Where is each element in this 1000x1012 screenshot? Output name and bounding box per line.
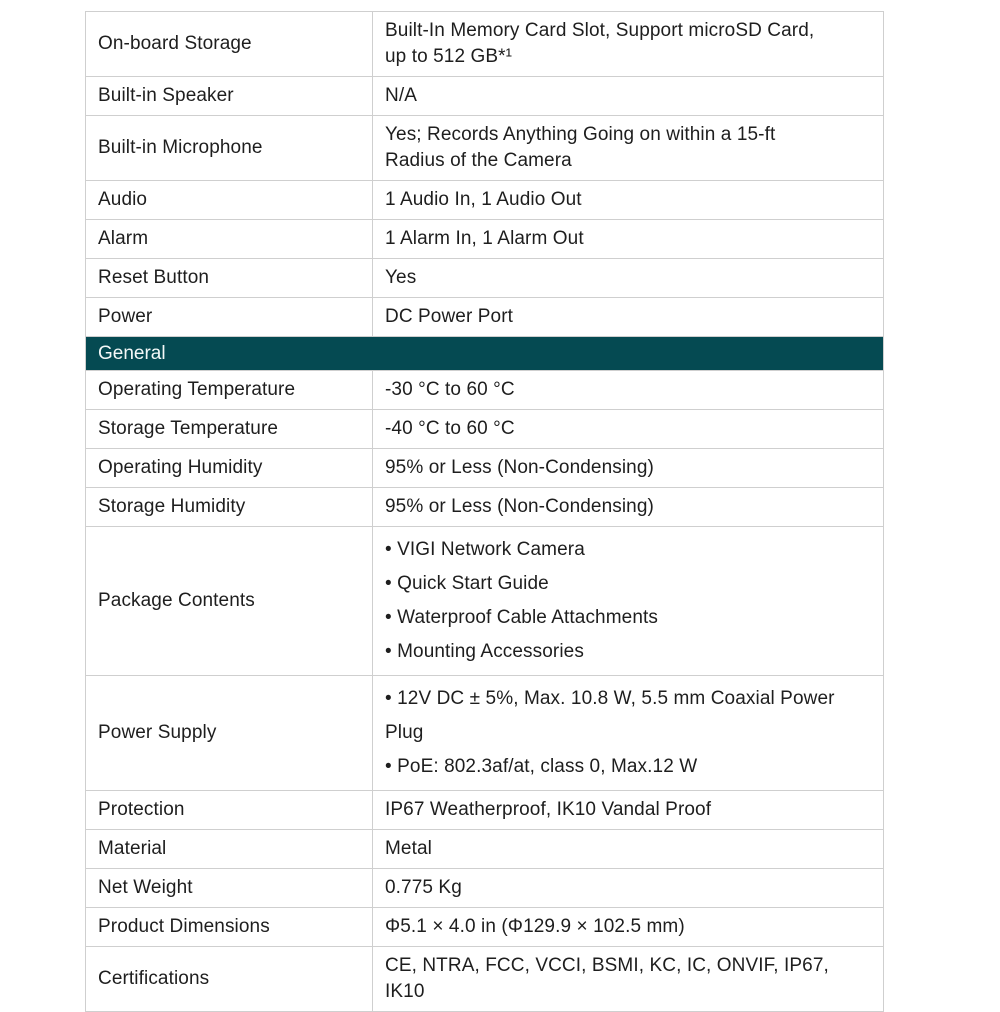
table-row	[86, 791, 883, 830]
table-row	[86, 12, 883, 77]
spec-value-line: 0.775 Kg	[385, 877, 462, 898]
spec-value-line: 95% or Less (Non-Condensing)	[385, 496, 654, 517]
spec-value	[373, 259, 883, 297]
spec-value-line: • PoE: 802.3af/at, class 0, Max.12 W	[385, 756, 698, 777]
table-row	[86, 298, 883, 337]
spec-value-line: • Waterproof Cable Attachments	[385, 607, 658, 628]
spec-label: Reset Button	[86, 259, 373, 297]
table-row	[86, 947, 883, 1012]
spec-label: Package Contents	[86, 527, 373, 675]
spec-value-line: -40 °C to 60 °C	[385, 418, 515, 439]
spec-label: Product Dimensions	[86, 908, 373, 946]
spec-value-line: Plug	[385, 722, 424, 743]
spec-label: Certifications	[86, 947, 373, 1011]
table-row	[86, 371, 883, 410]
spec-label: Storage Humidity	[86, 488, 373, 526]
table-row	[86, 869, 883, 908]
table-row	[86, 908, 883, 947]
spec-value	[373, 830, 883, 868]
spec-value	[373, 181, 883, 219]
spec-label: Audio	[86, 181, 373, 219]
spec-value	[373, 410, 883, 448]
table-row	[86, 77, 883, 116]
spec-label: Operating Temperature	[86, 371, 373, 409]
specification-table	[85, 11, 884, 1012]
spec-value-line: N/A	[385, 85, 417, 106]
spec-label: Alarm	[86, 220, 373, 258]
spec-label: Built-in Microphone	[86, 116, 373, 180]
table-row	[86, 676, 883, 791]
table-row	[86, 488, 883, 527]
spec-value	[373, 791, 883, 829]
spec-value	[373, 116, 883, 180]
spec-label: Net Weight	[86, 869, 373, 907]
spec-value	[373, 298, 883, 336]
table-row	[86, 220, 883, 259]
spec-value-line: Φ5.1 × 4.0 in (Φ129.9 × 102.5 mm)	[385, 916, 685, 937]
spec-value-line: DC Power Port	[385, 306, 514, 327]
spec-value-line: CE, NTRA, FCC, VCCI, BSMI, KC, IC, ONVIF, IP67,	[385, 955, 829, 976]
spec-label: Operating Humidity	[86, 449, 373, 487]
section-header-row	[86, 337, 883, 371]
spec-value-line: • Mounting Accessories	[385, 641, 584, 662]
spec-value-line: Built-In Memory Card Slot, Support microSD Card,	[385, 20, 815, 41]
spec-label: Material	[86, 830, 373, 868]
spec-value	[373, 947, 883, 1011]
spec-value	[373, 371, 883, 409]
spec-value	[373, 220, 883, 258]
table-row	[86, 181, 883, 220]
spec-label: Storage Temperature	[86, 410, 373, 448]
spec-value-line: -30 °C to 60 °C	[385, 379, 515, 400]
table-row	[86, 259, 883, 298]
spec-label: Power	[86, 298, 373, 336]
table-row	[86, 527, 883, 676]
spec-value-line: • VIGI Network Camera	[385, 539, 585, 560]
spec-value	[373, 449, 883, 487]
spec-value-line: • 12V DC ± 5%, Max. 10.8 W, 5.5 mm Coaxial Power	[385, 688, 835, 709]
spec-value-line: up to 512 GB*¹	[385, 46, 513, 67]
spec-label: On-board Storage	[86, 12, 373, 76]
spec-value-line: Radius of the Camera	[385, 150, 572, 171]
spec-value	[373, 527, 883, 675]
spec-value	[373, 77, 883, 115]
spec-value-line: IK10	[385, 981, 425, 1002]
table-row	[86, 410, 883, 449]
table-row	[86, 116, 883, 181]
spec-value	[373, 869, 883, 907]
spec-value	[373, 908, 883, 946]
spec-value	[373, 676, 883, 790]
section-header-label: General	[98, 342, 166, 364]
spec-value-line: 1 Alarm In, 1 Alarm Out	[385, 228, 584, 249]
spec-value-line: • Quick Start Guide	[385, 573, 549, 594]
spec-value-line: Metal	[385, 838, 432, 859]
spec-value-line: Yes	[385, 267, 417, 288]
spec-value	[373, 12, 883, 76]
spec-value-line: IP67 Weatherproof, IK10 Vandal Proof	[385, 799, 712, 820]
spec-label: Protection	[86, 791, 373, 829]
spec-value	[373, 488, 883, 526]
table-row	[86, 449, 883, 488]
spec-label: Power Supply	[86, 676, 373, 790]
spec-value-line: Yes; Records Anything Going on within a 15-ft	[385, 124, 776, 145]
spec-value-line: 95% or Less (Non-Condensing)	[385, 457, 654, 478]
spec-label: Built-in Speaker	[86, 77, 373, 115]
table-row	[86, 830, 883, 869]
spec-value-line: 1 Audio In, 1 Audio Out	[385, 189, 582, 210]
